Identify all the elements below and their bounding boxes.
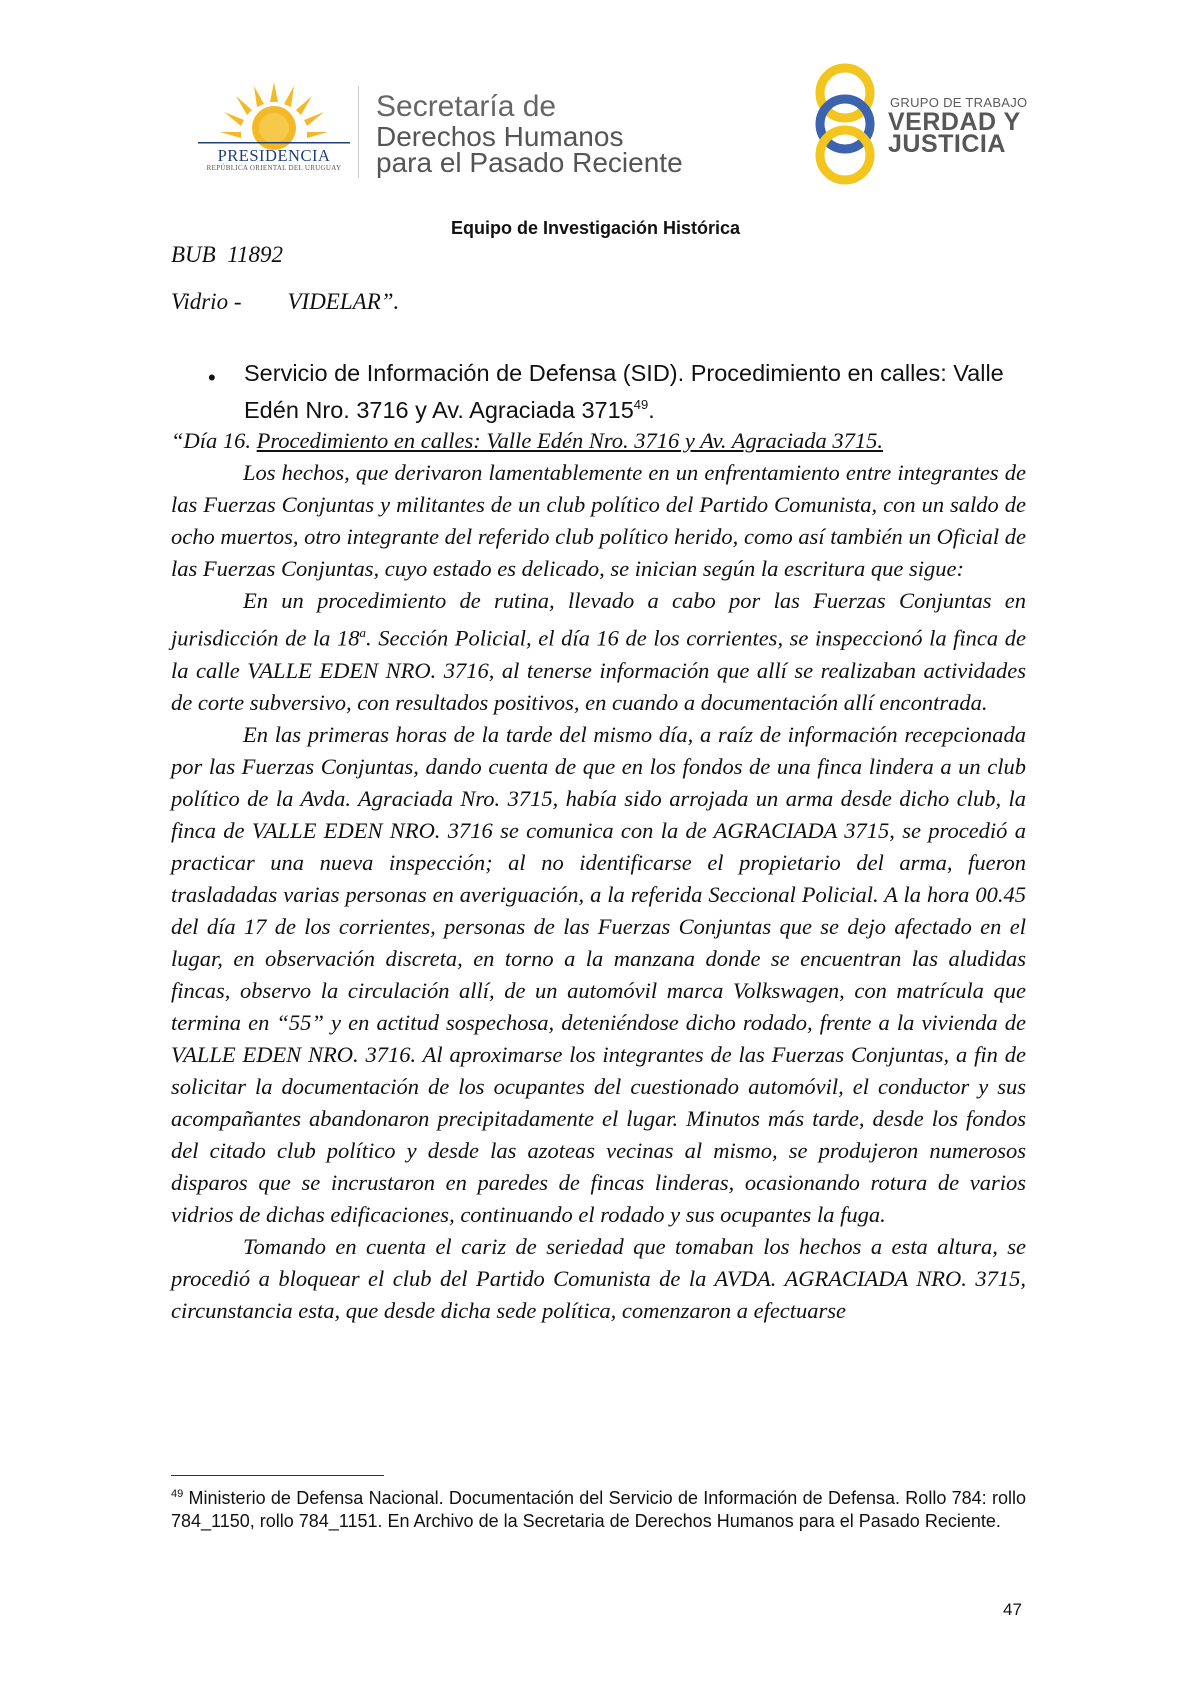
reference-bub: BUB 11892: [171, 242, 284, 267]
verdad-justicia-rings-logo: [810, 62, 880, 186]
bullet-end: .: [648, 396, 655, 423]
bullet-icon: •: [208, 365, 216, 390]
paragraph: Los hechos, que derivaron lamentablemente en un enfrentamiento entre integrantes de las Fuerzas Conjuntas y militantes de un club político del Partido Comunista, con un saldo de ocho muertos, otro integrante del referido club político herido, como así también un Oficial de las Fuerzas Conjuntas, cuyo estado es delicado, se inician según la escritura que sigue:: [171, 460, 1026, 581]
presidencia-wordmark: PRESIDENCIA: [217, 146, 331, 165]
paragraph-part: En un procedimiento de rutina, llevado a cabo por las Fuerzas Conjuntas en jurisdicción de la 18: [171, 588, 1026, 651]
page-number: 47: [1003, 1600, 1022, 1619]
paragraph: En las primeras horas de la tarde del mismo día, a raíz de información recepcionada por las Fuerzas Conjuntas, dando cuenta de que en los fondos de una finca lindera a un club político de la Avda. Agraciada Nro. 3715, había sido arrojada un arma desde dicho club, la finca de VALLE EDEN NRO. 3716 se comunica con la de AGRACIADA 3715, se procedió a practicar una nueva inspección; al no identificarse el propietario del arma, fueron trasladadas varias personas en averiguación, a la referida Seccional Policial. A la hora 00.45 del día 17 de los corrientes, personas de las Fuerzas Conjuntas que se dejo afectado en el lugar, en observación discreta, en torno a la manzana donde se encuentran las aludidas fincas, observo la circulación allí, de un automóvil marca Volkswagen, con matrícula que termina en “55” y en actitud sospechosa, deteniéndose dicho rodado, frente a la vivienda de VALLE EDEN NRO. 3716. Al aproximarse los integrantes de las Fuerzas Conjuntas, a fin de solicitar la documentación de los ocupantes del cuestionado automóvil, el conductor y sus acompañantes abandonaron precipitadamente el lugar. Minutos más tarde, desde los fondos del citado club político y desde las azoteas vecinas al mismo, se produjeron numerosos disparos que se incrustaron en paredes de fincas linderas, ocasionando rotura de varios vidrios de dichas edificaciones, continuando el rodado y sus ocupantes la fuga.: [171, 721, 1026, 1227]
header-divider: [358, 86, 359, 178]
team-title: Equipo de Investigación Histórica: [450, 218, 741, 238]
horizon-line: [198, 142, 350, 144]
paragraph: [171, 585, 1026, 719]
justicia-label: JUSTICIA: [888, 130, 1006, 158]
verdad-y-label: VERDAD Y: [888, 108, 1021, 136]
footnote-number: 49: [171, 1488, 184, 1500]
footnote-ref[interactable]: 49: [633, 397, 649, 412]
secretaria-title-line1: Secretaría de: [376, 90, 557, 123]
bullet-item: [244, 358, 1027, 426]
footnote-text: Ministerio de Defensa Nacional. Documentación del Servicio de Información de Defensa. Rollo 784: rollo 784_1150, rollo 784_1151. En Archivo de la Secretaria de Derechos Humanos para el Pasado Reciente.: [171, 1488, 1026, 1531]
document-body: [171, 425, 1026, 1327]
paragraph-part: . Sección Policial, el día 16 de los corrientes, se inspeccionó la finca de la calle VALLE EDEN NRO. 3716, al tenerse información que allí se realizaban actividades de corte subversivo, con resultados positivos, en cuando a documentación allí encontrada.: [171, 625, 1026, 715]
bullet-text: Servicio de Información de Defensa (SID). Procedimiento en calles: Valle Edén Nro. 3716 y Av. Agraciada 3715: [244, 360, 1004, 423]
secretaria-title-line2: Derechos Humanos: [376, 121, 624, 152]
grupo-trabajo-label: GRUPO DE TRABAJO: [890, 95, 1028, 110]
secretaria-title-line3: para el Pasado Reciente: [376, 147, 683, 178]
footnote-separator: [171, 1475, 384, 1476]
footnote: [171, 1483, 1026, 1533]
paragraph-heading: [171, 425, 1026, 457]
ordinal-sup: a: [359, 625, 367, 640]
heading-lead: “Día 16.: [171, 428, 257, 453]
heading-title: Procedimiento en calles: Valle Edén Nro. 3716 y Av. Agraciada 3715.: [256, 428, 883, 453]
paragraph: Tomando en cuenta el cariz de seriedad que tomaban los hechos a esta altura, se procedió a bloquear el club del Partido Comunista de la AVDA. AGRACIADA NRO. 3715, circunstancia esta, que desde dicha sede política, comenzaron a efectuarse: [171, 1233, 1026, 1323]
reference-vidrio: Vidrio - VIDELAR”.: [171, 289, 400, 314]
presidencia-subtitle: REPÚBLICA ORIENTAL DEL URUGUAY: [206, 164, 342, 172]
